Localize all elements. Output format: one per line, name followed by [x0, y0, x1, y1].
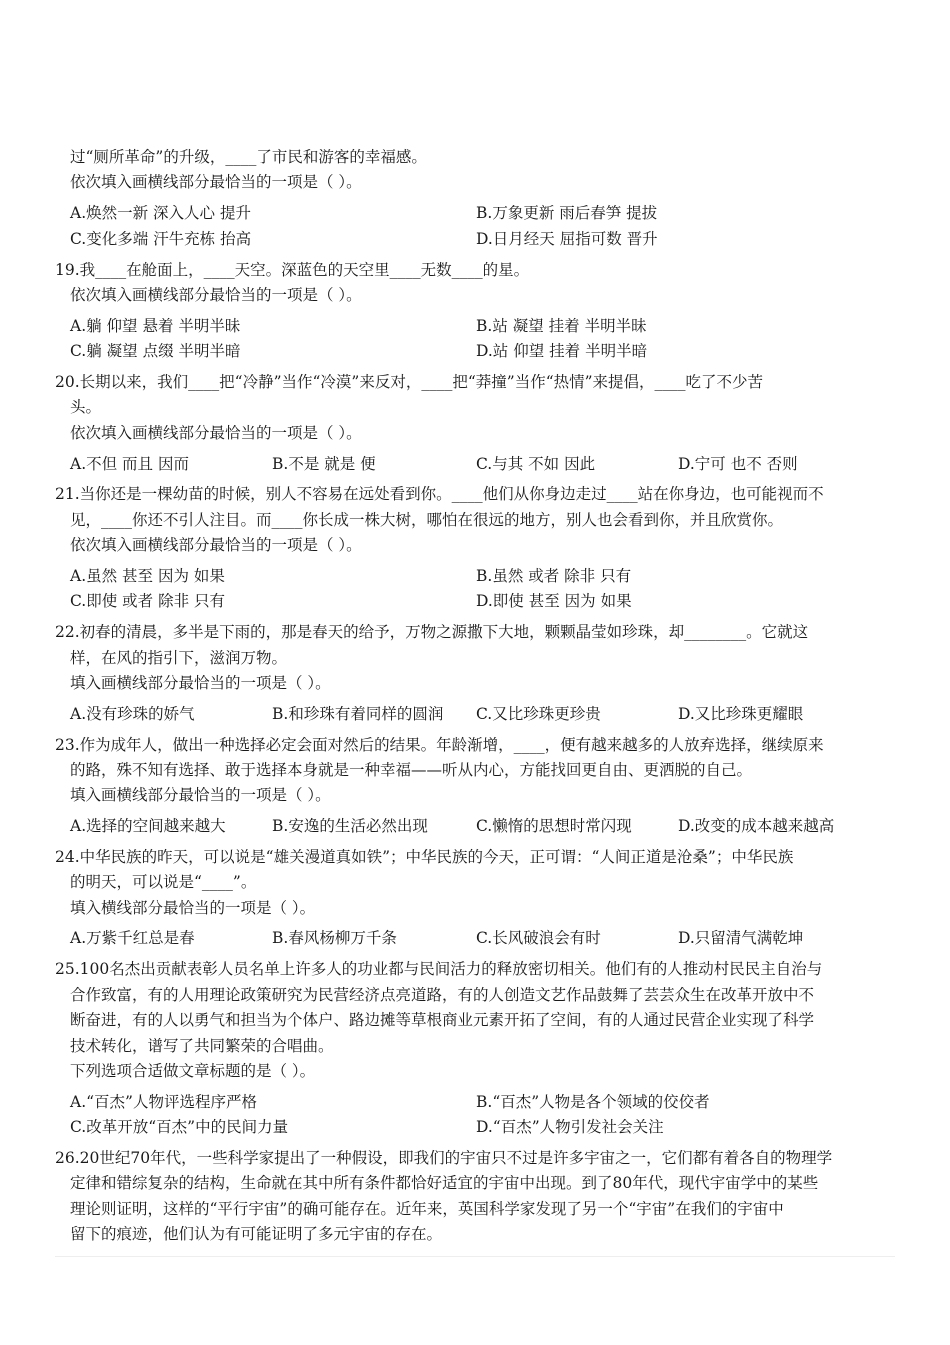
q25-stem-line2: 合作致富，有的人用理论政策研究为民营经济点亮道路，有的人创造文艺作品鼓舞了芸芸众生在改革开放中不 — [70, 986, 815, 1004]
q18-option-b: B.万象更新 雨后春笋 提拔 — [476, 204, 658, 222]
q19-prompt: 依次填入画横线部分最恰当的一项是（ ）。 — [70, 286, 362, 304]
q20-option-c: C.与其 不如 因此 — [476, 455, 596, 473]
q21-option-d: D.即使 甚至 因为 如果 — [476, 592, 632, 610]
q23-option-d: D.改变的成本越来越高 — [678, 817, 835, 835]
q22-option-b: B.和珍珠有着同样的圆润 — [272, 705, 444, 723]
q26-stem-line3: 理论则证明，这样的“平行宇宙”的确可能存在。近年来，英国科学家发现了另一个“宇宙”在我们的宇宙中 — [70, 1200, 784, 1218]
footer-divider — [55, 1256, 895, 1257]
q26-stem-line1: 26.20世纪70年代，一些科学家提出了一种假设，即我们的宇宙只不过是许多宇宙之一，它们都有着各自的物理学 — [55, 1149, 833, 1167]
q18-stem: 过“厕所革命”的升级，____了市民和游客的幸福感。 — [70, 148, 427, 166]
q22-stem-line1: 22.初春的清晨，多半是下雨的，那是春天的给予，万物之源撒下大地，颗颗晶莹如珍珠，却________。它就这 — [55, 623, 809, 641]
q21-option-a: A.虽然 甚至 因为 如果 — [70, 567, 225, 585]
q20-option-a: A.不但 而且 因而 — [70, 455, 189, 473]
q23-option-c: C.懒惰的思想时常闪现 — [476, 817, 632, 835]
q20-prompt: 依次填入画横线部分最恰当的一项是（ ）。 — [70, 424, 362, 442]
q21-stem-line2: 见，____你还不引人注目。而____你长成一株大树，哪怕在很远的地方，别人也会看到你，并且欣赏你。 — [70, 511, 784, 529]
q26-stem-line2: 定律和错综复杂的结构，生命就在其中所有条件都恰好适宜的宇宙中出现。到了80年代，现代宇宙学中的某些 — [70, 1174, 819, 1192]
q24-stem-line1: 24.中华民族的昨天，可以说是“雄关漫道真如铁”；中华民族的今天，正可谓：“人间正道是沧桑”；中华民族 — [55, 848, 794, 866]
q23-stem-line2: 的路，殊不知有选择、敢于选择本身就是一种幸福——听从内心，方能找回更自由、更洒脱的自己。 — [70, 761, 753, 779]
q25-prompt: 下列选项合适做文章标题的是（ ）。 — [70, 1062, 316, 1080]
q23-stem-line1: 23.作为成年人，做出一种选择必定会面对然后的结果。年龄渐增，____，便有越来越多的人放弃选择，继续原来 — [55, 736, 824, 754]
q20-option-d: D.宁可 也不 否则 — [678, 455, 798, 473]
q19-option-d: D.站 仰望 挂着 半明半暗 — [476, 342, 648, 360]
q22-prompt: 填入画横线部分最恰当的一项是（ ）。 — [70, 674, 331, 692]
q25-option-a: A.“百杰”人物评选程序严格 — [70, 1093, 257, 1111]
q24-option-b: B.春风杨柳万千条 — [272, 929, 397, 947]
q23-option-a: A.选择的空间越来越大 — [70, 817, 226, 835]
q19-option-a: A.躺 仰望 悬着 半明半昧 — [70, 317, 241, 335]
q25-option-d: D.“百杰”人物引发社会关注 — [476, 1118, 664, 1136]
q20-option-b: B.不是 就是 便 — [272, 455, 376, 473]
q23-option-b: B.安逸的生活必然出现 — [272, 817, 428, 835]
q22-stem-line2: 样，在风的指引下，滋润万物。 — [70, 649, 288, 667]
q25-stem-line4: 技术转化，谱写了共同繁荣的合唱曲。 — [70, 1037, 334, 1055]
q22-option-a: A.没有珍珠的娇气 — [70, 705, 195, 723]
q24-prompt: 填入横线部分最恰当的一项是（ ）。 — [70, 899, 316, 917]
q25-stem-line1: 25.100名杰出贡献表彰人员名单上许多人的功业都与民间活力的释放密切相关。他们有的人推动村民民主自治与 — [55, 960, 823, 978]
q25-stem-line3: 断奋进，有的人以勇气和担当为个体户、路边摊等草根商业元素开拓了空间，有的人通过民营企业实现了科学 — [70, 1011, 815, 1029]
q19-stem: 19.我____在舱面上，____天空。深蓝色的天空里____无数____的星。 — [55, 261, 530, 279]
q26-stem-line4: 留下的痕迹，他们认为有可能证明了多元宇宙的存在。 — [70, 1225, 443, 1243]
q25-option-b: B.“百杰”人物是各个领域的佼佼者 — [476, 1093, 710, 1111]
q20-stem-line2: 头。 — [70, 398, 102, 416]
q25-option-c: C.改革开放“百杰”中的民间力量 — [70, 1118, 289, 1136]
q24-option-a: A.万紫千红总是春 — [70, 929, 195, 947]
q21-option-b: B.虽然 或者 除非 只有 — [476, 567, 632, 585]
q19-option-c: C.躺 凝望 点缀 半明半暗 — [70, 342, 241, 360]
q24-stem-line2: 的明天，可以说是“____”。 — [70, 873, 257, 891]
q23-prompt: 填入画横线部分最恰当的一项是（ ）。 — [70, 786, 331, 804]
q18-option-c: C.变化多端 汗牛充栋 抬高 — [70, 230, 252, 248]
q21-stem-line1: 21.当你还是一棵幼苗的时候，别人不容易在远处看到你。____他们从你身边走过____站在你身边，也可能视而不 — [55, 485, 824, 503]
q22-option-d: D.又比珍珠更耀眼 — [678, 705, 804, 723]
q21-option-c: C.即使 或者 除非 只有 — [70, 592, 226, 610]
q24-option-c: C.长风破浪会有时 — [476, 929, 601, 947]
q18-option-d: D.日月经天 屈指可数 晋升 — [476, 230, 658, 248]
q21-prompt: 依次填入画横线部分最恰当的一项是（ ）。 — [70, 536, 362, 554]
q24-option-d: D.只留清气满乾坤 — [678, 929, 804, 947]
q20-stem-line1: 20.长期以来，我们____把“冷静”当作“冷漠”来反对，____把“莽撞”当作“热情”来提倡，____吃了不少苦 — [55, 373, 764, 391]
q19-option-b: B.站 凝望 挂着 半明半昧 — [476, 317, 647, 335]
q18-option-a: A.焕然一新 深入人心 提升 — [70, 204, 251, 222]
q18-prompt: 依次填入画横线部分最恰当的一项是（ ）。 — [70, 173, 362, 191]
q22-option-c: C.又比珍珠更珍贵 — [476, 705, 601, 723]
